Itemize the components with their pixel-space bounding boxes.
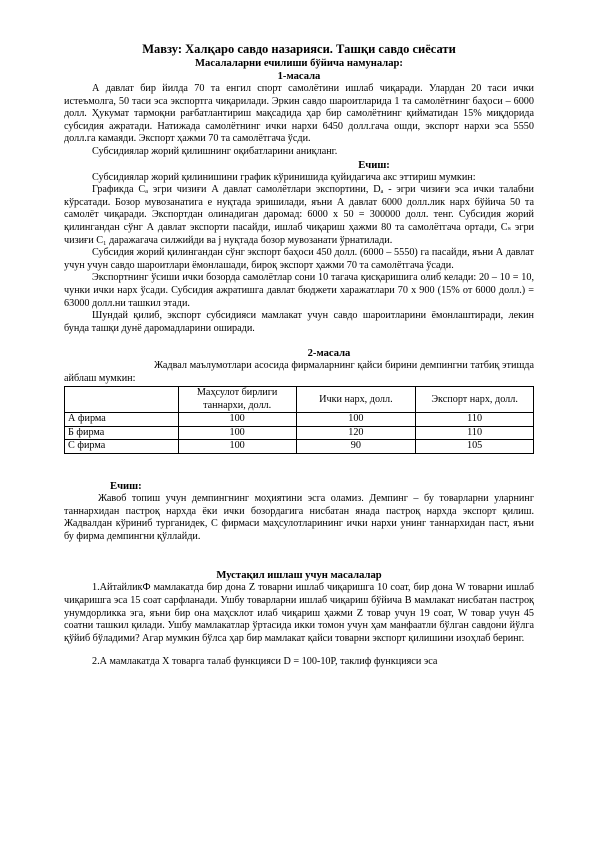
table-row	[65, 413, 534, 427]
table-header-cell	[65, 387, 179, 413]
problem1-solution-heading: Ечиш:	[358, 159, 390, 171]
independent-task2: 2.А мамлакатда Х товарга талаб функцияси D = 100-10P, таклиф функцияси эса	[92, 656, 438, 668]
problem1-question: Субсидиялар жорий қилишнинг оқибатларини аниқланг.	[92, 145, 338, 157]
table-cell: Б фирма	[65, 426, 179, 440]
table-cell: 100	[296, 413, 416, 427]
document-title: Мавзу: Халқаро савдо назарияси. Ташқи савдо сиёсати	[142, 42, 456, 56]
table-cell: 105	[416, 440, 534, 454]
table-cell: А фирма	[65, 413, 179, 427]
problem2-solution-heading: Ечиш:	[110, 480, 142, 492]
table-cell: С фирма	[65, 440, 179, 454]
problem1-solution-p5: Шундай қилиб, экспорт субсидияси мамлакат учун савдо шароитларини ёмонлаштиради, лекин бунда ташқи дунё даромадларини оширади.	[64, 310, 534, 334]
table-cell: 100	[178, 426, 296, 440]
table-header-cell: Маҳсулот бирлиги таннархи, долл.	[178, 387, 296, 413]
problem1-text: А давлат бир йилда 70 та енгил спорт самолётини ишлаб чиқаради. Улардан 20 таси ички истеъмолга, 50 таси эса экспортга чиқарилади. Эркин савдо шароитларида 1 та самолётнинг баҳоси – 6000 долл. Ҳукумат тармоқни рағбатлантириш мақсадида ҳар бир самолётнинг қийматидан 15% миқдорида субсидия ажратади. Натижада самолётнинг ички нархи 6450 долл.гача ошди, экспорт нархи эса 5550 долл.га камаяди. Экспорт ҳажми 70 та самолётгача ўсди.	[64, 83, 534, 145]
problem1-solution-p3: Субсидия жорий қилингандан сўнг экспорт баҳоси 450 долл. (6000 – 5550) га пасайди, яъни А давлат учун учун савдо шароитлари ёмонлашади, бироқ экспорт ҳажми 70 та самолётгача ўсади.	[64, 247, 534, 271]
table-header-row	[65, 387, 534, 413]
table-row	[65, 426, 534, 440]
table-cell: 100	[178, 440, 296, 454]
independent-heading: Мустақил ишлаш учун масалалар	[216, 570, 382, 582]
problem1-solution-p2: Графикда Cₐ эгри чизиғи А давлат самолётлари экспортини, Dₐ - эгри чизиғи эса ички талабни кўрсатади. Бозор мувозанатига e нуқтада эришилади, яъни А давлат 6000 долл.лик нарх бўйича 50 та самолёт чиқаради. Экспортдан олинадиган даромад: 6000 х 50 = 300000 долл. тенг. Субсидия жорий қилингандан сўнг А давлат экспорти пасайди, ишлаб чиқариш ҳажми 80 та самолётгача ортади, Cₛ эгри чизиғи C₁ даражагача силжийди ва j нуқтада бозор мувозанати ўрнатилади.	[64, 184, 534, 246]
problem1-solution-p4: Экспортнинг ўсиши ички бозорда самолётлар сони 10 тагача қисқаришига олиб келади: 20 – 10 = 10, чунки ички нарх ўсади. Субсидия ажратишга давлат бюджети харажатлари 70 х 900 (15% от 6000 долл.) = 63000 долл.ни ташкил этади.	[64, 272, 534, 309]
dumping-table	[64, 386, 534, 454]
table-cell: 110	[416, 426, 534, 440]
table-header-cell: Ички нарх, долл.	[296, 387, 416, 413]
problem2-intro: Жадвал маълумотлари асосида фирмаларнинг қайси бирини демпингни татбиқ этишда айблаш мумкин:	[64, 360, 534, 384]
table-cell: 110	[416, 413, 534, 427]
table-row	[65, 440, 534, 454]
problem1-heading: 1-масала	[277, 71, 321, 82]
table-header-cell: Экспорт нарх, долл.	[416, 387, 534, 413]
problem2-heading: 2-масала	[307, 348, 351, 360]
table-cell: 120	[296, 426, 416, 440]
problem1-solution-p1: Субсидиялар жорий қилинишини график кўринишида қуйидагича акс эттириш мумкин:	[92, 171, 476, 183]
table-cell: 90	[296, 440, 416, 454]
document-subtitle: Масалаларни ечилиши бўйича намуналар:	[195, 58, 403, 69]
document-page	[64, 42, 534, 669]
problem2-solution: Жавоб топиш учун демпингнинг моҳиятини эсга оламиз. Демпинг – бу товарларни уларнинг таннархидан пастроқ нархда ёки ички бозордагига нисбатан янада пастроқ нархда экспорт қилиш. Жадвалдан кўриниб турганидек, С фирмаси маҳсулотларининг ички нархи унинг таннархидан паст, яъни бу фирма демпингни қўллайди.	[64, 492, 534, 542]
table-cell: 100	[178, 413, 296, 427]
independent-task1: 1.АйтайликФ мамлакатда бир дона Z товарни ишлаб чиқаришга 10 соат, бир дона W товарни ишлаб чиқаришга эса 15 соат сарфланади. Ушбу товарларни ишлаб чиқариш бўйича В мамлакат нисбатан пастроқ унумдорликка эга, яъни бир она маҳсклот илаб чиқариш ҳажми Z товар учун 19 соат, W товар учун 45 соатни ташкил қилади. Ушбу мамлакатлар ўртасида икки томон учун ҳам манфаатли бўлган савдони йўлга қўйиб бўладими? Агар мумкин бўлса ҳар бир мамлакат қайси товарни экспорт қилишини изоҳлаб беринг.	[64, 582, 534, 644]
